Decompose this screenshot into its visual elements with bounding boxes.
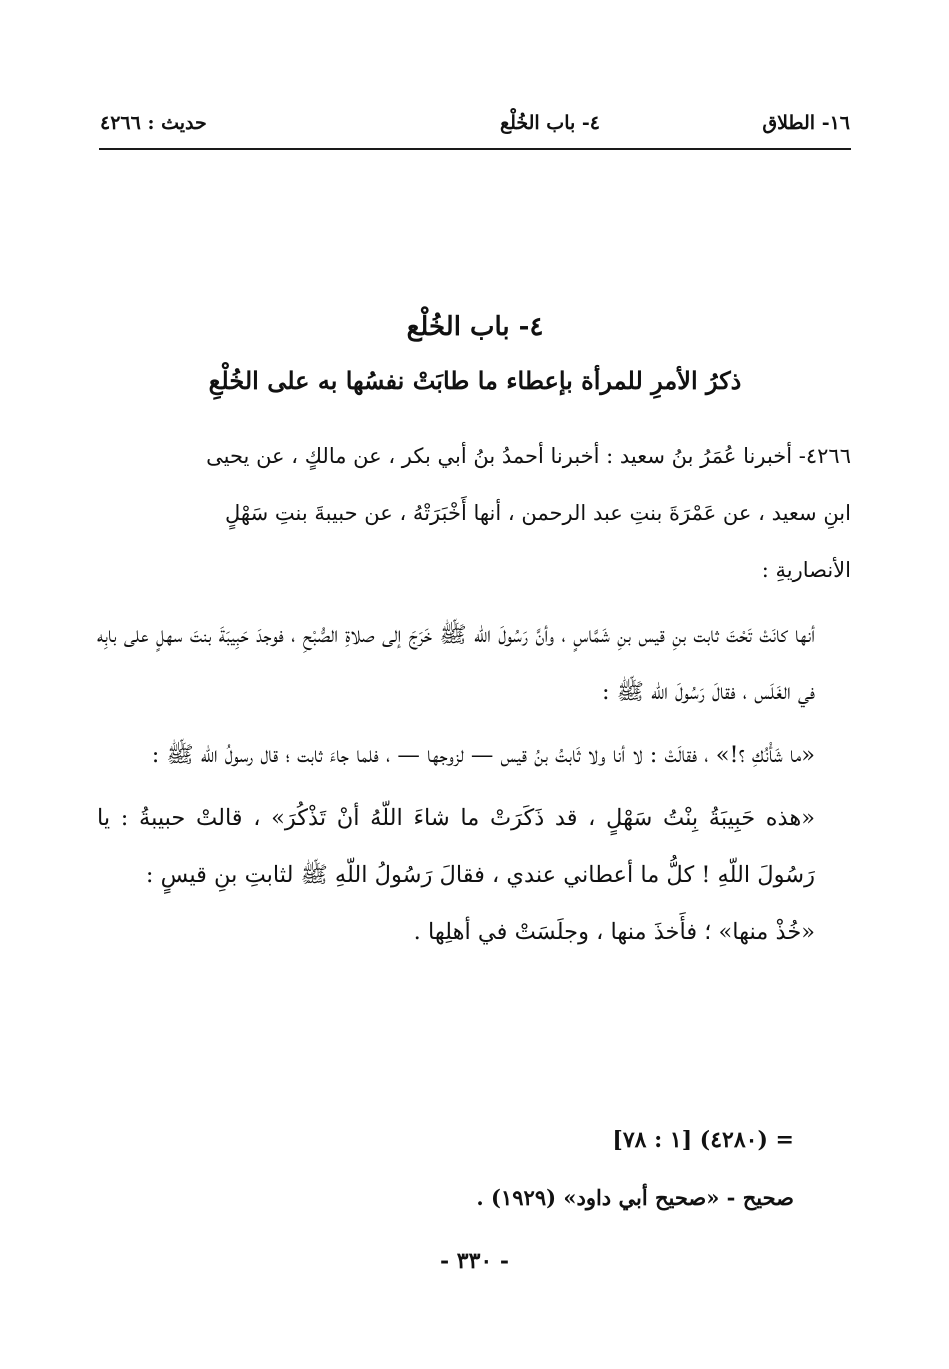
book-title: ١٦- الطلاق [762,112,850,134]
page-number: - ٣٣٠ - [439,1248,510,1274]
running-header [100,112,850,146]
hadith-reference: حديث : ٤٢٦٦ [100,112,207,134]
chapter-heading: ٤- باب الخُلْع [406,312,544,342]
isnad-line-1: ٤٢٦٦- أخبرنا عُمَرُ بنُ سعيد : أخبرنا أحمدُ بنُ أبي بكر ، عن مالكٍ ، عن يحيى [206,444,851,468]
matn-paragraph-4: «خُذْ منها» ؛ فأَخذَ منها ، وجلَسَتْ في أهلِها . [413,919,815,945]
cross-reference: = (٤٢٨٠) [١ : ٧٨] [612,1127,794,1153]
isnad-line-3: الأنصاريةِ : [761,558,851,582]
matn-paragraph-3: «هذه حَبِيبَةُ بِنْتُ سَهْلٍ ، قد ذَكَرَتْ ما شاءَ اللّهُ أنْ تَذْكُرَ» ، قالتْ حبيبةُ : يا رَسُولَ اللّهِ ! كلُّ ما أعطاني عندي ، فقالَ رَسُولُ اللّهِ ﷺ لثابتِ بنِ قيسٍ : [97,805,815,888]
matn-paragraph-1: أنها كانَتْ تَحْتَ ثابت بنِ قيس بنِ شَمَّاسٍ ، وأنَّ رَسُولَ اللّه ﷺ خَرَجَ إلى صلاةِ الصُّبْحِ ، فوجدَ حَبِيبَةَ بنتَ سهلٍ على بابِه في الغَلَس ، فقالَ رَسُولَ اللّه ﷺ : [97,622,815,705]
chapter-title-header: ٤- باب الخُلْع [499,112,600,134]
section-heading: ذكرُ الأمرِ للمرأة بإعطاء ما طابَتْ نفسُها به على الخُلْعِ [208,366,742,395]
isnad-line-2: ابنِ سعيد ، عن عَمْرَةَ بنتِ عبد الرحمن ، أنها أَخْبَرَتْهُ ، عن حبيبةَ بنتِ سَهْلٍ [225,501,851,525]
hadith-body [97,428,851,961]
hadith-grading: صحيح - «صحيح أبي داود» (١٩٢٩) . [476,1185,794,1210]
matn-paragraph-2: «ما شَأْنُكِ ؟!» ، فقالَتْ : لا أنا ولا ثَابتُ بنُ قيس — لزوجها — ، فلما جاءَ ثابت ؛ قال رسولُ اللّه ﷺ : [151,742,815,768]
header-divider [99,148,851,150]
